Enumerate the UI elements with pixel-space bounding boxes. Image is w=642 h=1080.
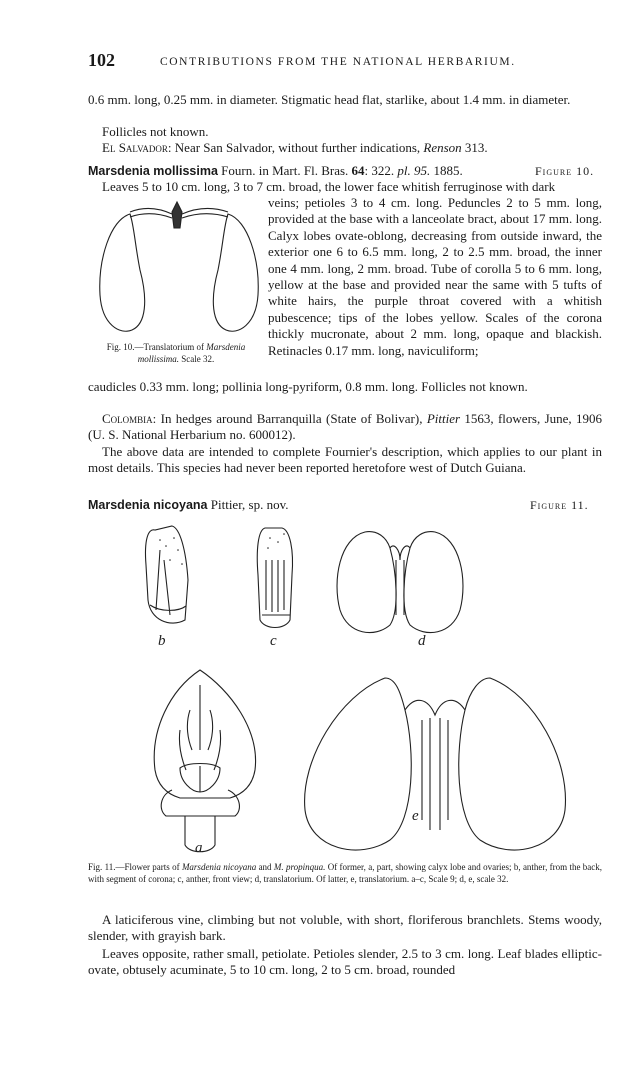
figure-10-translatorium <box>90 200 265 340</box>
el-salvador-locality <box>88 140 602 156</box>
translatorium-e-drawing <box>305 678 566 850</box>
caption-text: Fig. 11.—Flower parts of <box>88 862 182 872</box>
running-header <box>88 50 608 74</box>
mollissima-heading <box>88 163 602 179</box>
follicles-line: Follicles not known. <box>102 124 209 139</box>
caption-species-1: Marsdenia nicoyana <box>181 862 257 872</box>
caption-species: Marsdenia mollissima. <box>137 342 246 364</box>
page-number: 102 <box>88 50 115 70</box>
running-head: CONTRIBUTIONS FROM THE NATIONAL HERBARIUM. <box>160 56 516 68</box>
nicoyana-desc-2: Leaves opposite, rather small, petiolate. Petioles slender, 2.5 to 3 cm. long. Leaf blades elliptic-ovate, obtusely acuminate, 5 to 10 cm. long, 2 to 5 cm. broad, rounded <box>88 946 602 978</box>
collector-details: 1563, flowers, June, 1906 (U. S. National Herbarium no. 600012). <box>88 411 602 443</box>
locality-text: In hedges around Barranquilla (State of Bolivar), <box>156 411 427 426</box>
remark-paragraph: The above data are intended to complete Fournier's description, which applies to our plant in most details. This species had never been reported heretofore west of Dutch Guiana. <box>88 444 602 476</box>
species-name: Marsdenia nicoyana <box>88 498 208 512</box>
collector-name: Renson <box>423 140 462 155</box>
figure-10-caption <box>90 341 262 365</box>
citation-plate: pl. 95. <box>397 163 431 178</box>
caption-scale: Scale 32. <box>179 354 215 364</box>
label-d: d <box>418 633 426 649</box>
locality-label: Colombia: <box>102 411 157 426</box>
locality-text: Near San Salvador, without further indications, <box>171 140 424 155</box>
figure-11-caption <box>88 862 602 885</box>
label-e: e <box>412 808 419 824</box>
species-author: Pittier, sp. nov. <box>207 497 289 512</box>
caption-species-2: M. propinqua. <box>273 862 326 872</box>
species-name: Marsdenia mollissima <box>88 164 218 178</box>
caption-parts: a, part, showing calyx lobe and ovaries; b, anther, from the back, with segment of corona; c, anther, front view; d, translatorium. Of latter, e, translatorium. a–c, Scale 9; d, e, scale 32. <box>88 862 602 884</box>
mollissima-desc-wrapped: veins; petioles 3 to 4 cm. long. Peduncles 2 to 5 mm. long, provided at the base with a lanceolate bract, about 17 mm. long. Calyx lobes ovate-oblong, decreasing from outside inward, the exterior one 6 to 6.5 mm. long, 2 to 2.5 mm. broad, the inner one 4 mm. long, 2 mm. broad. Tube of corolla 5 to 6 mm. long, yellow at the base and provided near the same with 5 tufts of white hairs, the purple throat covered with a whitish pubescence; tips of the lobes yellow. Scales of the corona thickly mucronate, about 2 mm. long, opaque and blackish. Retinacles 0.17 mm. long, naviculiform; <box>268 195 602 358</box>
caption-text: Fig. 10.—Translatorium of <box>106 342 207 352</box>
translatorium-d-drawing <box>337 532 463 649</box>
citation-page: : 322. <box>364 163 398 178</box>
collector-number: 313. <box>461 140 488 155</box>
nicoyana-heading <box>88 497 602 513</box>
figure-11-flower-parts <box>100 520 600 860</box>
citation: Fourn. in Mart. Fl. Bras. <box>217 163 352 178</box>
anther-back-drawing <box>145 526 188 649</box>
colombia-locality <box>88 411 602 444</box>
caption-join: and <box>256 862 274 872</box>
citation-year: 1885. <box>430 163 463 178</box>
figure-10-ref: Figure 10. <box>535 164 595 178</box>
anther-front-drawing <box>257 528 292 649</box>
collector-name: Pittier <box>426 411 461 426</box>
nicoyana-desc-1: A laticiferous vine, climbing but not voluble, with short, floriferous branchlets. Stems woody, slender, with grayish bark. <box>88 912 602 944</box>
citation-volume: 64 <box>351 163 365 178</box>
label-b: b <box>158 633 166 649</box>
figure-11-ref: Figure 11. <box>530 498 589 512</box>
caption-former: Of former, <box>325 862 369 872</box>
mollissima-desc-end: caudicles 0.33 mm. long; pollinia long-pyriform, 0.8 mm. long. Follicles not known. <box>88 379 528 394</box>
intro-paragraph: 0.6 mm. long, 0.25 mm. in diameter. Stigmatic head flat, starlike, about 1.4 mm. in diameter. <box>88 92 571 107</box>
label-c: c <box>270 633 277 649</box>
mollissima-desc-first: Leaves 5 to 10 cm. long, 3 to 7 cm. broad, the lower face whitish ferruginose with dark <box>102 179 556 194</box>
label-a: a <box>195 840 203 856</box>
calyx-ovaries-drawing <box>154 670 255 856</box>
locality-label: El Salvador: <box>102 140 172 155</box>
